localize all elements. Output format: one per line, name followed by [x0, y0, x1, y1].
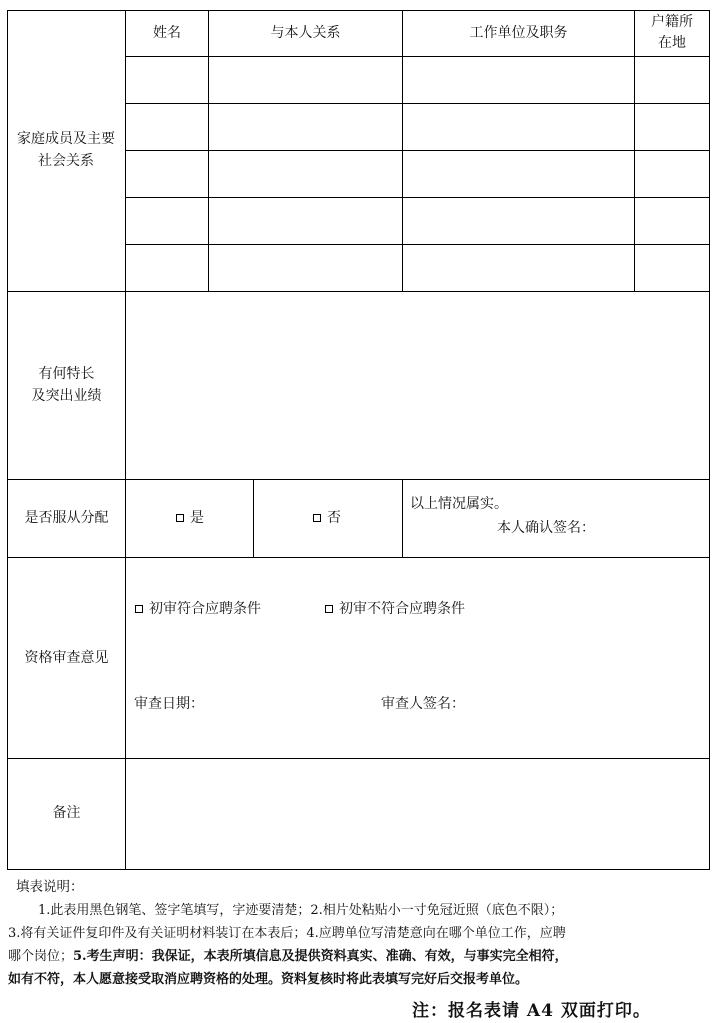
instructions-line2 [8, 945, 706, 968]
instructions-declaration: 5.考生声明：我保证，本表所填信息及提供资料真实、准确、有效，与事实完全相符， [73, 949, 568, 964]
grid-line [125, 103, 710, 104]
instructions-line1: 1.此表用黑色钢笔、签字笔填写，字迹要清楚；2.相片处粘贴小一寸免冠近照（底色不限）； [38, 903, 564, 918]
grid-line [709, 10, 710, 870]
specialty-label-line2: 及突出业绩 [31, 388, 102, 404]
header-work: 工作单位及职务 [469, 25, 568, 41]
header-hukou-line2: 在地 [658, 35, 686, 51]
remarks-label: 备注 [52, 805, 81, 821]
header-hukou-line1: 户籍所 [651, 14, 693, 30]
grid-line [402, 10, 403, 292]
grid-line [125, 150, 710, 151]
review-pass-option[interactable] [135, 599, 261, 619]
assignment-signature-label: 本人确认签名： [497, 520, 595, 536]
grid-line [7, 291, 710, 292]
review-label: 资格审查意见 [24, 650, 109, 666]
grid-line [7, 10, 8, 870]
assignment-yes-option[interactable] [176, 508, 204, 528]
checkbox-icon[interactable] [313, 514, 321, 522]
assignment-label: 是否服从分配 [24, 510, 109, 526]
grid-line [7, 869, 710, 870]
assignment-no-label: 否 [327, 510, 341, 526]
grid-line [125, 197, 710, 198]
reviewer-signature-label: 审查人签名： [381, 696, 465, 712]
grid-line [125, 244, 710, 245]
family-section-label: 家庭成员及主要社会关系 [17, 131, 115, 169]
grid-line [7, 479, 710, 480]
instructions-line2b: 哪个岗位； [8, 949, 74, 964]
assignment-yes-label: 是 [190, 510, 204, 526]
grid-line [253, 479, 254, 558]
specialty-label-line1: 有何特长 [38, 366, 95, 382]
review-fail-option[interactable] [325, 599, 465, 619]
assignment-no-option[interactable] [313, 508, 341, 528]
checkbox-icon[interactable] [135, 605, 143, 613]
instructions-title: 填表说明： [16, 879, 84, 895]
grid-line [402, 479, 403, 558]
review-pass-label: 初审符合应聘条件 [149, 601, 261, 617]
grid-line [7, 758, 710, 759]
remarks-input[interactable] [132, 764, 702, 864]
specialty-input[interactable] [132, 298, 702, 472]
grid-line [7, 557, 710, 558]
review-date-label: 审查日期： [134, 696, 204, 712]
instructions-line3: 如有不符，本人愿意接受取消应聘资格的处理。资料复核时将此表填写完好后交报考单位。 [8, 972, 529, 987]
grid-line [7, 10, 710, 11]
grid-line [208, 10, 209, 292]
instructions [8, 876, 706, 991]
grid-line [125, 56, 710, 57]
header-relation: 与本人关系 [270, 25, 341, 41]
assignment-statement: 以上情况属实。 [410, 496, 508, 512]
footer-note: 注：报名表请 A4 双面打印。 [412, 1001, 651, 1021]
header-name: 姓名 [153, 25, 181, 41]
grid-line [125, 10, 126, 870]
review-fail-label: 初审不符合应聘条件 [339, 601, 465, 617]
checkbox-icon[interactable] [325, 605, 333, 613]
checkbox-icon[interactable] [176, 514, 184, 522]
instructions-line2a: 3.将有关证件复印件及有关证明材料装订在本表后；4.应聘单位写清楚意向在哪个单位工作，应聘 [8, 926, 566, 941]
